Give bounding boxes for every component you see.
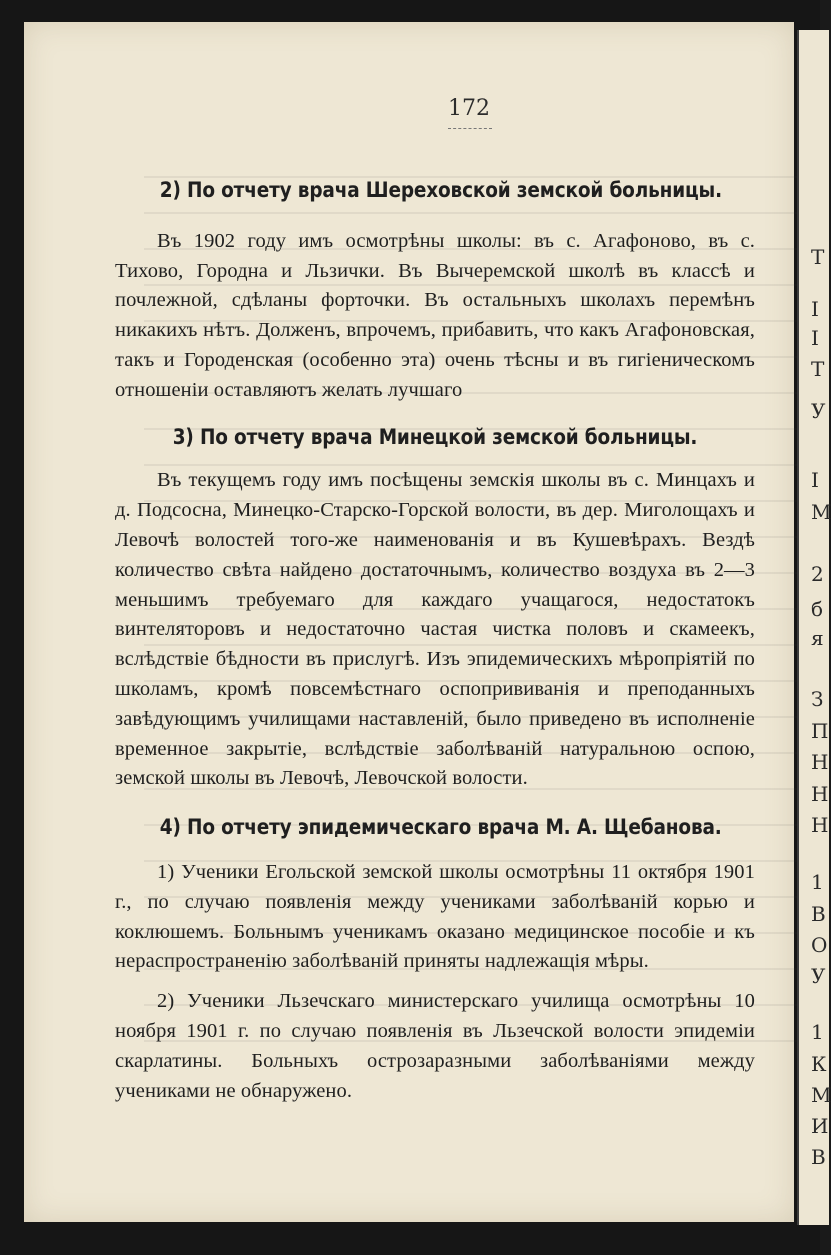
next-page-fragment: В [811,902,826,926]
paragraph: Въ текущемъ году имъ посѣщены земскія школы въ с. Минцахъ и д. Подсосна, Минецко-Старско-Горской волости, въ дер. Миголощахъ и Левочѣ волостей того-же наименованія и въ Кушевѣрахъ. Вездѣ количество свѣта найдено достаточнымъ, количество воздуха въ 2—3 меньшимъ требуемаго для каждаго учащагося, недостатокъ винтеляторовъ и недостаточно частая чистка половъ и скамеекъ, вслѣдствіе бѣдности въ прислугѣ. Изъ эпидемическихъ мѣропріятій по школамъ, кромѣ повсемѣстнаго оспопрививанія и преподанныхъ завѣдующимъ училищами наставленій, было приведено въ исполненіе временное закрытіе, вслѣдствіе заболѣваній натуральною оспою, земской школы въ Левочѣ, Левочской волости. [115,469,755,790]
section-heading: 3) По отчету врача Минецкой земской больницы. [172,424,698,450]
next-page-fragment: У [811,399,826,423]
page-content [115,178,755,1106]
next-page-fragment: І [811,326,819,350]
paragraph: 1) Ученики Егольской земской школы осмотрѣны 11 октября 1901 г., по случаю появленія между учениками заболѣваній корью и коклюшемъ. Больнымъ ученикамъ оказано медицинское пособіе и къ нераспространенію заболѣваній приняты надлежащія мѣры. [115,860,755,973]
paragraph: Въ 1902 году имъ осмотрѣны школы: въ с. Агафоново, въ с. Тихово, Городна и Льзички. Въ Вычеремской школѣ въ классѣ и почлежной, сдѣланы форточки. Въ остальныхъ школахъ перемѣнъ никакихъ нѣтъ. Долженъ, впрочемъ, прибавить, что какъ Агафоновская, такъ и Городенская (особенно эта) очень тѣсны и въ гигіеническомъ отношеніи оставляютъ желать лучшаго [115,229,755,401]
next-page-fragment: 1 [811,1020,824,1044]
next-page-fragment: І [811,297,819,321]
next-page-fragment: Т [811,245,825,269]
next-page-fragment: Н [811,750,829,774]
paragraph: 2) Ученики Льзечскаго министерскаго училища осмотрѣны 10 ноября 1901 г. по случаю появленія въ Льзечской волости эпидеміи скарлатины. Больныхъ острозаразными заболѣваніями между учениками не обнаружено. [115,990,755,1102]
next-page-fragment: З [811,687,824,711]
next-page-fragment: І [811,468,819,492]
next-page-fragment: М [811,1083,831,1107]
section-heading: 4) По отчету эпидемическаго врача М. А. Щебанова. [159,815,722,841]
next-page-fragment: У [811,964,826,988]
next-page-fragment: О [811,933,828,957]
next-page-fragment: В [811,1145,826,1169]
next-page-fragment: М [811,500,831,524]
page-number-ornament [448,124,492,129]
section-2 [115,178,755,406]
section-heading: 2) По отчету врача Шереховской земской больницы. [159,178,722,203]
page-number: 172 [448,96,490,121]
section-4 [115,815,755,1106]
next-page-fragment: П [811,719,829,743]
next-page-fragment: Т [811,357,825,381]
section-3 [115,425,755,795]
next-page-fragment: Н [811,813,829,837]
next-page-fragment: Н [811,782,829,806]
next-page-fragment: 2 [811,562,824,586]
next-page-fragment: И [811,1114,829,1138]
next-page-edge [797,30,829,1225]
next-page-fragment: 1 [811,870,824,894]
next-page-fragment: б [811,597,824,621]
next-page-fragment: К [811,1052,827,1076]
next-page-fragment: я [811,626,824,650]
